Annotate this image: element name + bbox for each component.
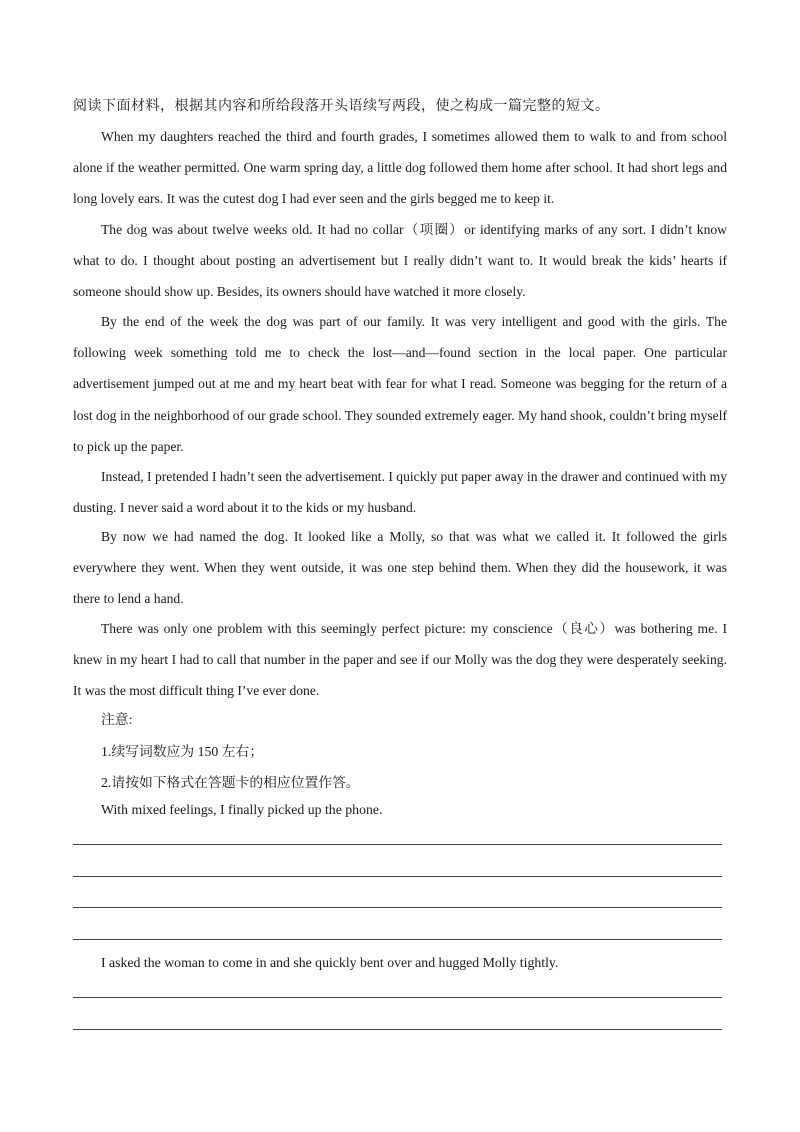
task-instruction: 阅读下面材料，根据其内容和所给段落开头语续写两段，使之构成一篇完整的短文。	[73, 99, 610, 114]
paragraph-opener-2: I asked the woman to come in and she quickly bent over and hugged Molly tightly.	[101, 955, 559, 970]
notes-title: 注意:	[101, 712, 133, 727]
story-paragraph-5: By now we had named the dog. It looked like a Molly, so that was what we called it. It followed the girls everywhere they went. When they went outside, it was one step behind them. When they did the housework, it was there to lend a hand.	[73, 529, 727, 607]
answer-line[interactable]	[73, 997, 722, 998]
story-paragraph-1: When my daughters reached the third and fourth grades, I sometimes allowed them to walk to and from school alone if the weather permitted. One warm spring day, a little dog followed them home after school. It had short legs and long lovely ears. It was the cutest dog I had ever seen and the girls begged me to keep it.	[73, 129, 727, 207]
paragraph-opener-1: With mixed feelings, I finally picked up the phone.	[101, 802, 383, 817]
answer-line[interactable]	[73, 844, 722, 845]
answer-line[interactable]	[73, 876, 722, 877]
story-paragraph-6: There was only one problem with this seemingly perfect picture: my conscience（良心）was bothering me. I knew in my heart I had to call that number in the paper and see if our Molly was the dog they were desperately seeking. It was the most difficult thing I’ve ever done.	[73, 621, 727, 699]
note-word-count: 1.续写词数应为 150 左右；	[101, 744, 264, 759]
story-paragraph-4: Instead, I pretended I hadn’t seen the advertisement. I quickly put paper away in the drawer and continued with my dusting. I never said a word about it to the kids or my husband.	[73, 469, 727, 516]
story-paragraph-2: The dog was about twelve weeks old. It had no collar（项圈）or identifying marks of any sort. I didn’t know what to do. I thought about posting an advertisement but I really didn’t want to. It would break the kids’ hearts if someone should show up. Besides, its owners should have watched it more closely.	[73, 222, 727, 300]
answer-line[interactable]	[73, 1029, 722, 1030]
story-paragraph-3: By the end of the week the dog was part of our family. It was very intelligent and good with the girls. The following week something told me to check the lost—and—found section in the local paper. One particular advertisement jumped out at me and my heart beat with fear for what I read. Someone was begging for the return of a lost dog in the neighborhood of our grade school. They sounded extremely eager. My hand shook, couldn’t bring myself to pick up the paper.	[73, 314, 727, 454]
answer-line[interactable]	[73, 907, 722, 908]
answer-line[interactable]	[73, 939, 722, 940]
note-answer-format: 2.请按如下格式在答题卡的相应位置作答。	[101, 775, 360, 790]
